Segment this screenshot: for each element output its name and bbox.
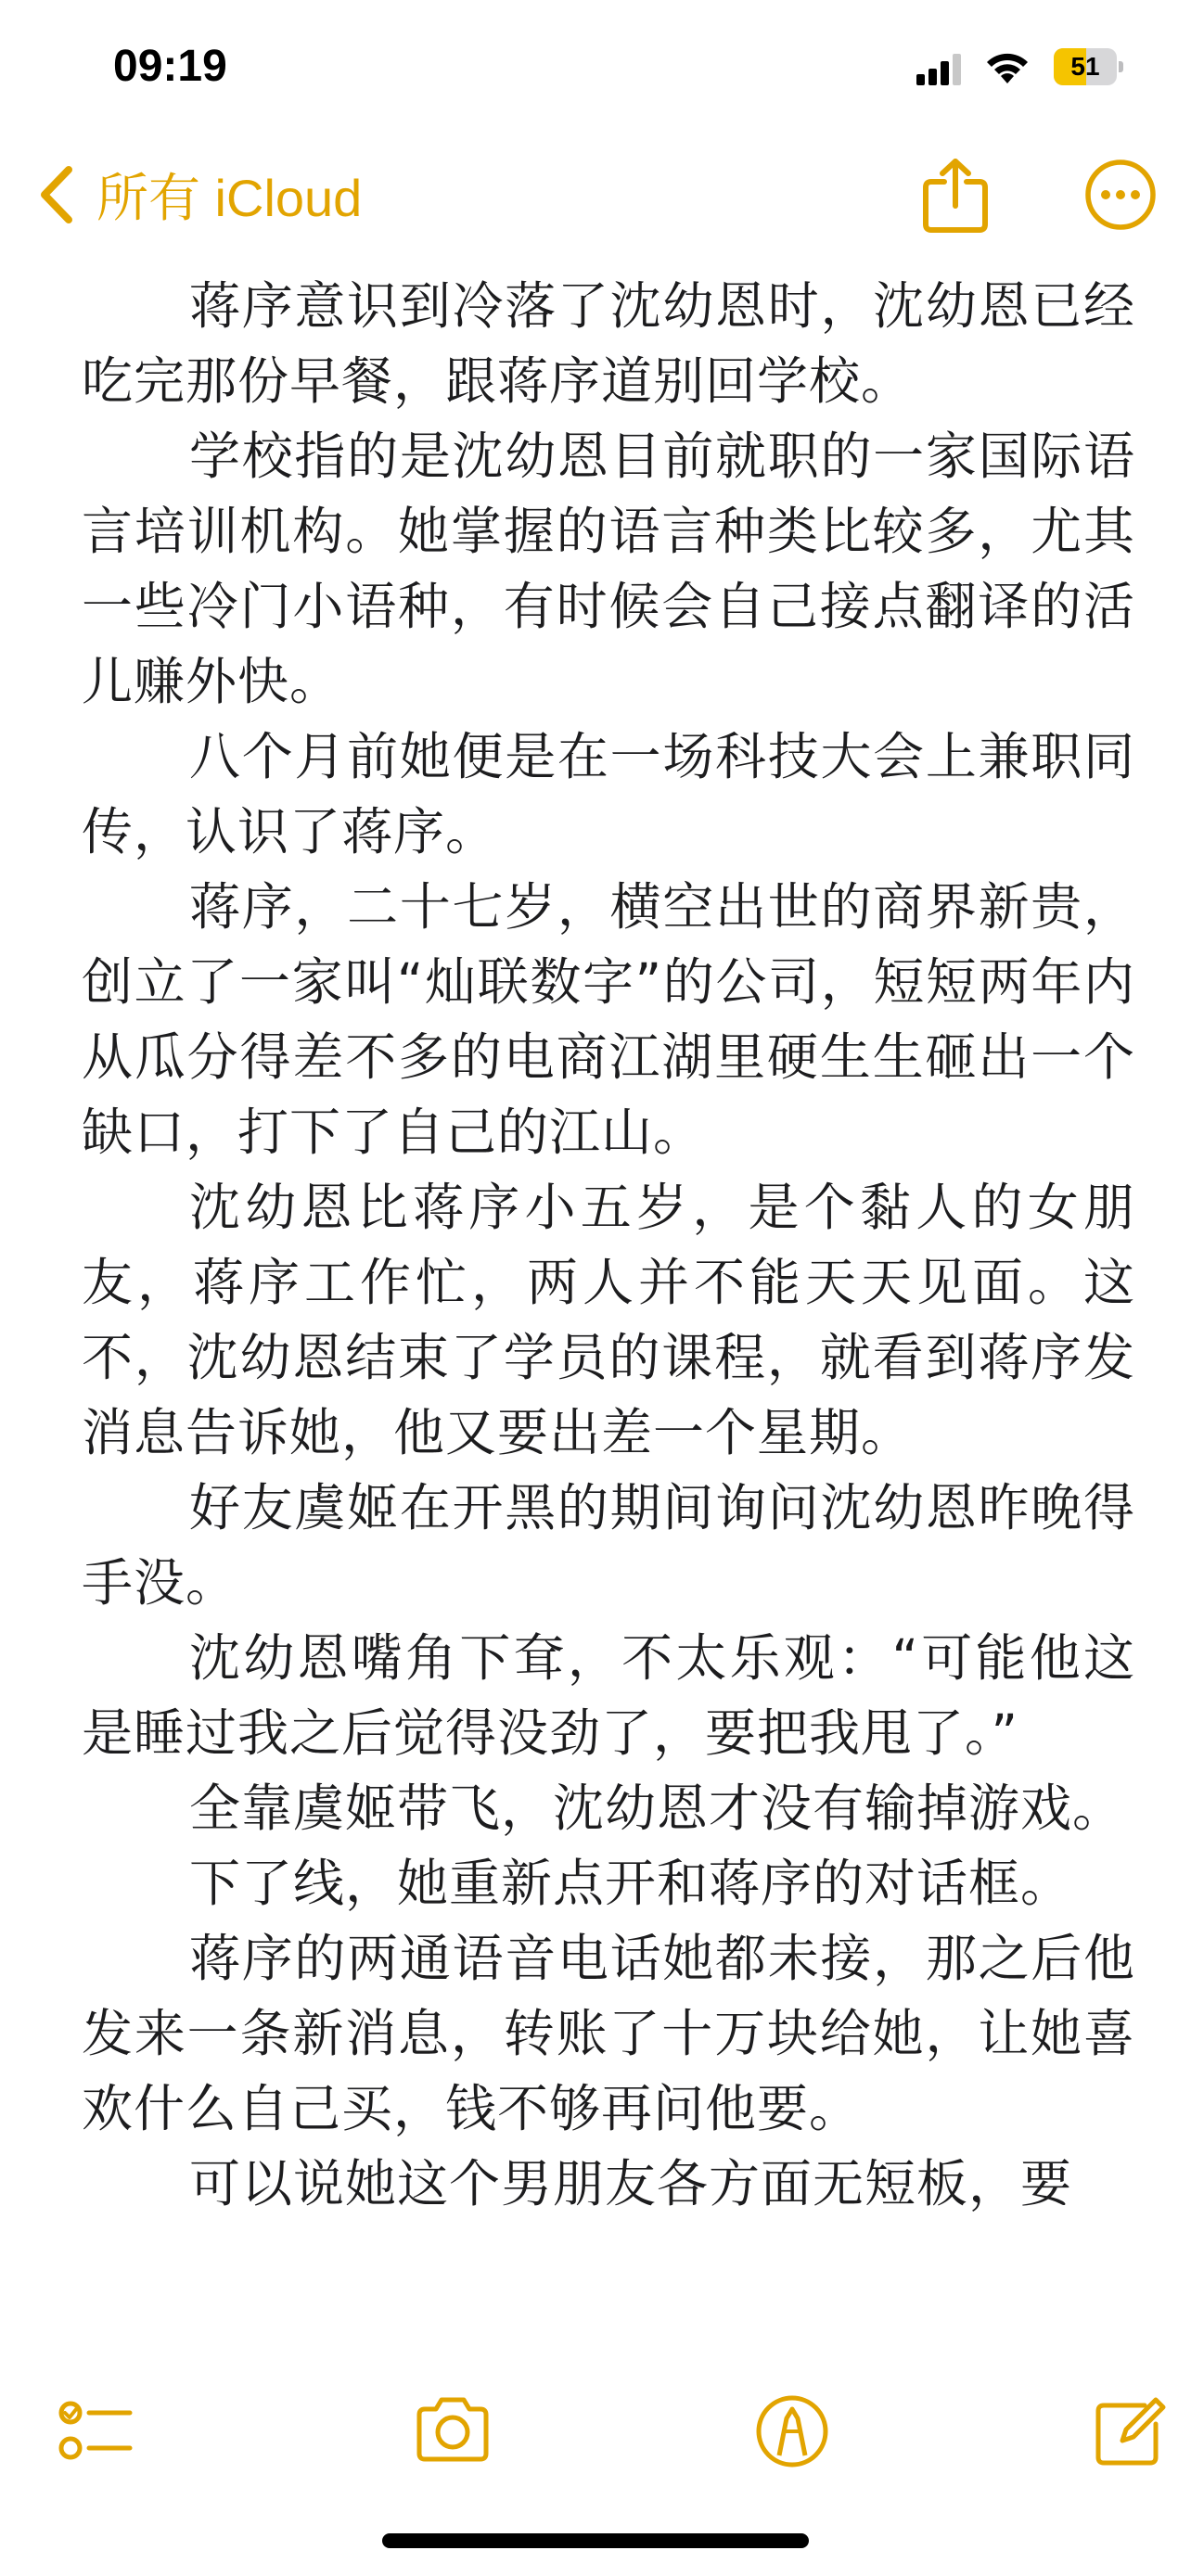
note-paragraph: 八个月前她便是在一场科技大会上兼职同传，认识了蒋序。 <box>82 727 1135 861</box>
note-paragraph: 蒋序，二十七岁，横空出世的商界新贵，创立了一家叫“灿联数字”的公司，短短两年内从瓜分得差不多的电商江湖里硬生生砸出一个缺口，打下了自己的江山。 <box>82 877 1135 1162</box>
note-paragraph: 沈幼恩比蒋序小五岁，是个黏人的女朋友，蒋序工作忙，两人并不能天天见面。这不，沈幼恩结束了学员的课程，就看到蒋序发消息告诉她，他又要出差一个星期。 <box>82 1178 1135 1462</box>
note-paragraph: 下了线，她重新点开和蒋序的对话框。 <box>189 1854 1073 1913</box>
bottom-toolbar <box>0 2374 1191 2476</box>
more-options-icon[interactable] <box>1083 158 1158 232</box>
note-paragraph: 好友虞姬在开黑的期间询问沈幼恩昨晚得手没。 <box>82 1478 1135 1613</box>
note-paragraph: 蒋序的两通语音电话她都未接，那之后他发来一条新消息，转账了十万块给她，让她喜欢什么自己买，钱不够再问他要。 <box>82 1929 1135 2138</box>
checklist-icon[interactable] <box>58 2392 135 2470</box>
battery-percentage: 51 <box>1070 52 1100 81</box>
cellular-signal-icon <box>916 54 963 85</box>
home-indicator[interactable] <box>382 2533 809 2548</box>
note-body[interactable] <box>82 269 1135 2222</box>
compose-icon[interactable] <box>1089 2392 1167 2470</box>
note-paragraph: 蒋序意识到冷落了沈幼恩时，沈幼恩已经吃完那份早餐，跟蒋序道别回学校。 <box>82 276 1135 411</box>
navigation-bar <box>0 148 1191 241</box>
camera-icon[interactable] <box>410 2392 495 2470</box>
note-paragraph: 全靠虞姬带飞，沈幼恩才没有输掉游戏。 <box>189 1779 1125 1838</box>
note-paragraph: 可以说她这个男朋友各方面无短板，要 <box>189 2154 1073 2213</box>
note-paragraph: 学校指的是沈幼恩目前就职的一家国际语言培训机构。她掌握的语言种类比较多，尤其一些冷门小语种，有时候会自己接点翻译的活儿赚外快。 <box>82 427 1135 711</box>
status-bar <box>0 0 1191 139</box>
chevron-left-icon <box>33 162 80 227</box>
back-button-label: 所有 iCloud <box>96 169 363 227</box>
battery-icon <box>1054 48 1124 85</box>
back-button[interactable] <box>33 148 362 241</box>
wifi-icon <box>983 48 1031 85</box>
status-time: 09:19 <box>113 42 227 91</box>
markup-pen-icon[interactable] <box>753 2392 831 2470</box>
note-paragraph: 沈幼恩嘴角下耷，不太乐观：“可能他这是睡过我之后觉得没劲了，要把我甩了。” <box>82 1628 1135 1763</box>
share-icon[interactable] <box>918 154 992 236</box>
